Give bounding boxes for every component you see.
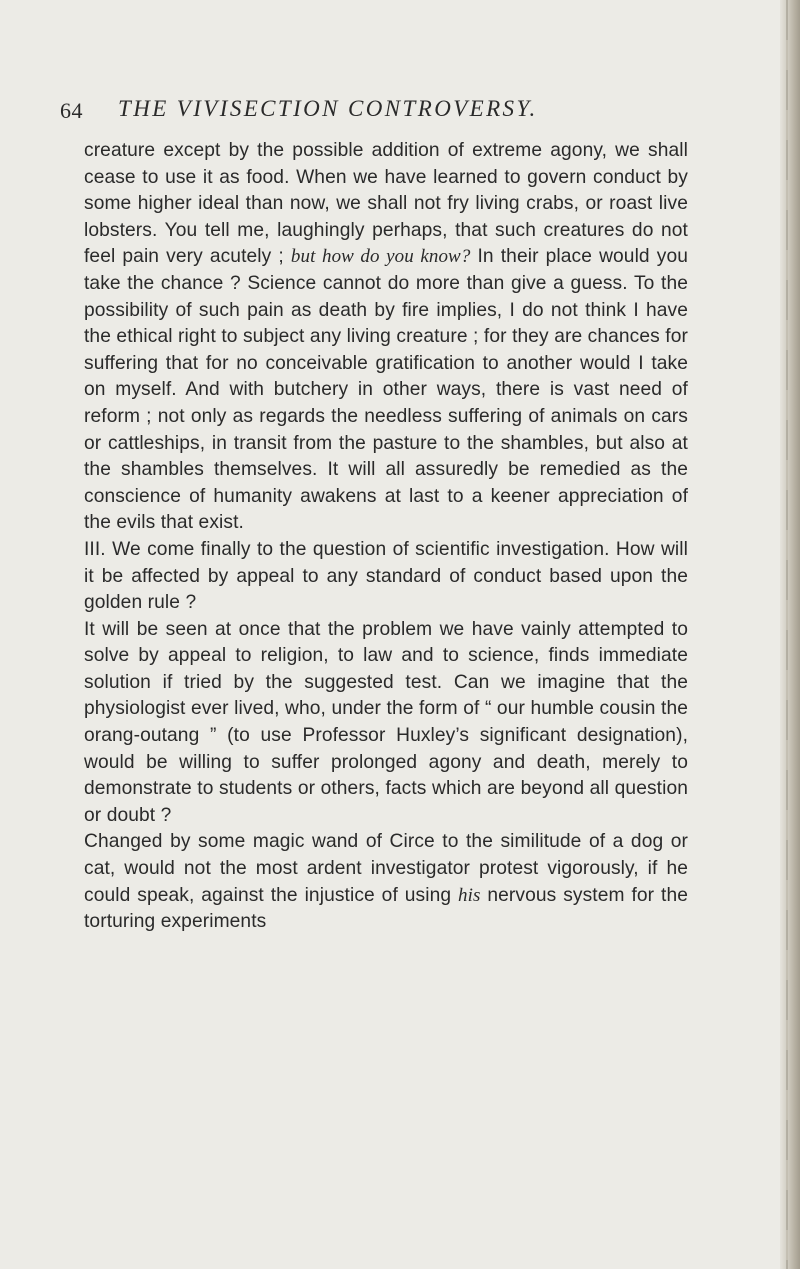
body-text: [84, 138, 688, 936]
paragraph-4: [84, 829, 688, 935]
paragraph-2: [84, 537, 688, 617]
paragraph-4-text-a: Changed by some magic wand of Circe to the similitude of a dog or cat, would not the most ardent investigator protest vigorously, if he could speak, against the injustice of using: [84, 831, 688, 906]
paragraph-1: [84, 138, 688, 537]
page-edge: [780, 0, 800, 1269]
paragraph-1-text-b: In their place would you take the chance ? Science cannot do more than give a guess. To the possibility of such pain as death by fire implies, I do not think I have the ethical right to subject any living creature ; for they are chances for suffering that for no conceivable gratification to another would I take on myself. And with butchery in other ways, there is vast need of reform ; not only as regards the needless suffering of animals on cars or cattleships, in transit from the pasture to the shambles, but also at the shambles themselves. It will all assuredly be remedied as the conscience of humanity awakens at last to a keener appreciation of the evils that exist.: [84, 246, 688, 534]
paragraph-3-text: It will be seen at once that the problem we have vainly attempted to solve by appeal to religion, to law and to science, finds immediate solution if tried by the suggested test. Can we imagine that the physiologist ever lived, who, under the form of “ our humble cousin the orang-outang ” (to use Professor Huxley’s significant designation), would be willing to suffer prolonged agony and death, merely to demonstrate to students or others, facts which are beyond all question or doubt ?: [84, 618, 688, 826]
paragraph-3: [84, 617, 688, 830]
page-header: [60, 96, 700, 136]
paragraph-4-italic: his: [458, 884, 481, 906]
page-number: 64: [60, 98, 83, 123]
paragraph-2-text: III. We come finally to the question of scientific investigation. How will it be affected by appeal to any standard of conduct based upon the golden rule ?: [84, 538, 688, 614]
paragraph-1-text-a: creature except by the possible addition of extreme agony, we shall cease to use it as food. When we have learned to govern conduct by some higher ideal than now, we shall not fry living crabs, or roast live lobsters. You tell me, laughingly perhaps, that such creatures do not feel pain very acutely ;: [84, 140, 688, 268]
running-head: THE VIVISECTION CONTROVERSY.: [118, 96, 538, 121]
paragraph-1-italic: but how do you know?: [290, 246, 471, 268]
paragraph-4-text-b: nervous system for the torturing experiments: [84, 884, 688, 933]
